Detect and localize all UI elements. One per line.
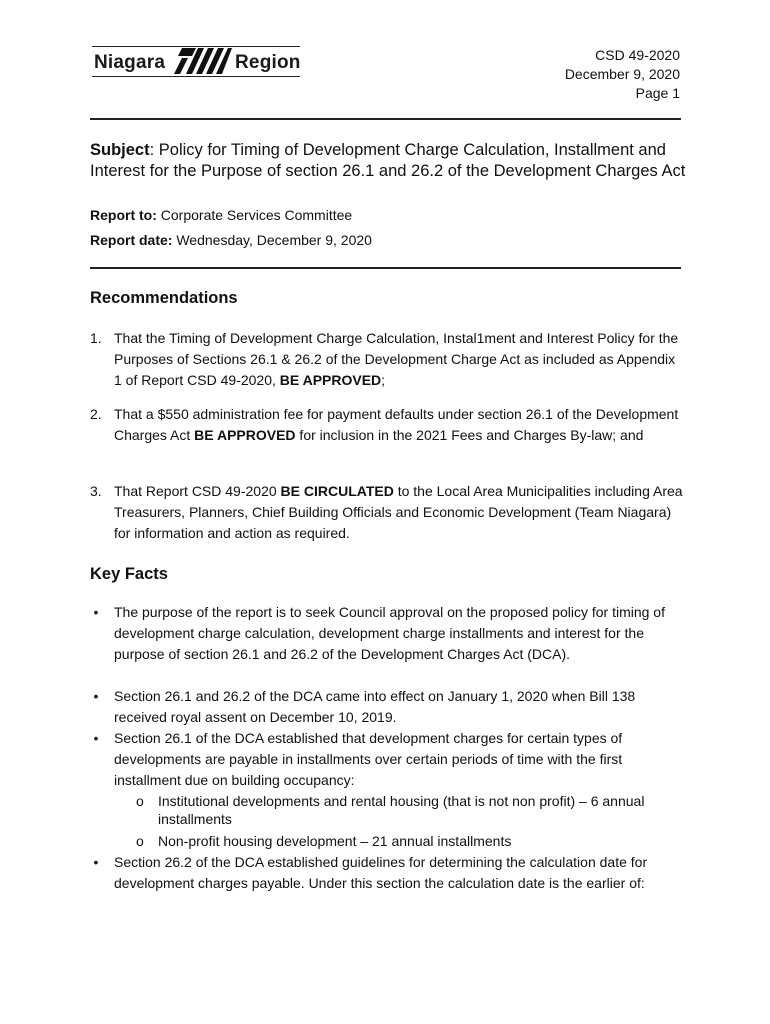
niagara-region-logo [92,42,302,78]
logo-bottom-rule [92,76,300,77]
recommendation-text: That a $550 administration fee for payment defaults under section 26.1 of the Development Charges Act BE APPROVED for inclusion in the 2021 Fees and Charges By-law; and [114,406,679,443]
report-to-value: Corporate Services Committee [156,207,353,223]
subject-line [90,140,690,182]
key-fact-text: Section 26.2 of the DCA established guidelines for determining the calculation date for development charges payable. Under this section the calculation date is the earlier of: [114,854,648,891]
subject-text: : Policy for Timing of Development Charge Calculation, Installment and Interest for the Purpose of section 26.1 and 26.2 of the Development Charges Act [90,141,686,180]
key-facts-heading: Key Facts [90,565,168,583]
report-to-label: Report to: [90,207,157,223]
key-fact-text: Section 26.1 and 26.2 of the DCA came into effect on January 1, 2020 when Bill 138 received royal assent on December 10, 2019. [114,688,636,725]
page-number: Page 1 [635,85,680,101]
report-number: CSD 49-2020 [595,47,680,63]
recommendation-number: 1. [90,330,102,346]
recommendation-number: 2. [90,406,102,422]
key-fact-sub-text: Non-profit housing development – 21 annual installments [158,833,512,849]
sub-bullet-icon: o [136,833,144,849]
report-header-date: December 9, 2020 [564,66,680,82]
recommendation-number: 3. [90,483,102,499]
sub-bullet-icon: o [136,793,144,809]
logo-word-region: Region [235,52,301,73]
logo-word-niagara: Niagara [94,52,166,73]
subject-divider [90,267,681,269]
key-fact-text: Section 26.1 of the DCA established that development charges for certain types of developments are payable in installments over certain periods of time with the first installment due on building occupancy: [114,730,623,788]
subject-label: Subject [90,141,150,159]
logo-stripes-icon [172,44,234,78]
header-divider [90,118,681,120]
report-meta [565,46,680,103]
key-fact-text: The purpose of the report is to seek Council approval on the proposed policy for timing of development charge calculation, development charge installments and interest for the purpose of section 26.1 and 26.2 of the Development Charges Act (DCA). [114,604,665,662]
report-date-line [90,232,372,248]
bullet-icon: • [93,688,99,704]
bullet-icon: • [93,604,99,620]
recommendation-text: That the Timing of Development Charge Calculation, Instal1ment and Interest Policy for the Purposes of Sections 26.1 & 26.2 of the Development Charge Act as included as Appendix 1 of Report CSD 49-2020, BE APPROVED; [114,330,679,388]
bullet-icon: • [93,730,99,746]
recommendations-heading: Recommendations [90,289,238,307]
key-fact-sub-text: Institutional developments and rental housing (that is not non profit) – 6 annual installments [158,793,645,827]
report-date-value: Wednesday, December 9, 2020 [172,232,372,248]
report-date-label: Report date: [90,232,173,248]
bullet-icon: • [93,854,99,870]
recommendation-text: That Report CSD 49-2020 BE CIRCULATED to the Local Area Municipalities including Area Treasurers, Planners, Chief Building Officials and Economic Development (Team Niagara) for information and action as required. [114,483,683,541]
report-to-line [90,207,352,223]
